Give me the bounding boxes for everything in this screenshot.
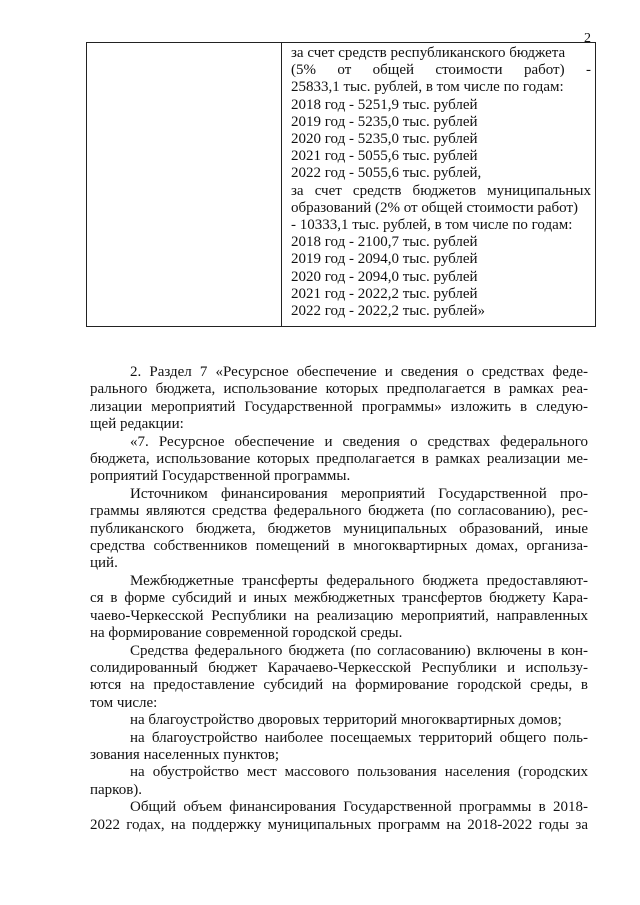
table-frame xyxy=(86,42,596,327)
cell-line: 2020 год - 2094,0 тыс. рублей xyxy=(291,268,478,285)
body-text xyxy=(90,364,588,834)
text-line: рального бюджета, использование которых предполагается в рамках реа- xyxy=(90,381,588,398)
text-line: средства собственников помещений в многоквартирных домах, организа- xyxy=(90,538,588,555)
text-line: парков). xyxy=(90,781,143,798)
text-line: на благоустройство дворовых территорий многоквартирных домов; xyxy=(130,712,562,729)
cell-line: 2018 год - 5251,9 тыс. рублей xyxy=(291,96,478,113)
cell-line: (5% от общей стоимости работ) - xyxy=(291,62,591,79)
cell-line: 25833,1 тыс. рублей, в том числе по годам: xyxy=(291,79,564,96)
text-line: ций. xyxy=(90,555,118,572)
text-line: «7. Ресурсное обеспечение и сведения о средствах федерального xyxy=(130,433,588,450)
cell-line: 2020 год - 5235,0 тыс. рублей xyxy=(291,131,478,148)
cell-line: 2022 год - 2022,2 тыс. рублей» xyxy=(291,303,486,320)
cell-line: образований (2% от общей стоимости работ) xyxy=(291,199,579,216)
text-line: лизации мероприятий Государственной программы» изложить в следую- xyxy=(90,398,588,415)
cell-line: за счет средств республиканского бюджета xyxy=(291,45,566,61)
cell-line: 2021 год - 5055,6 тыс. рублей xyxy=(291,148,478,165)
text-line: роприятий Государственной программы. xyxy=(90,468,351,485)
cell-line: 2022 год - 5055,6 тыс. рублей, xyxy=(291,165,482,182)
table-column-divider xyxy=(281,43,282,326)
text-line: на благоустройство наиболее посещаемых территорий общего поль- xyxy=(130,729,588,746)
page-number: 2 xyxy=(584,31,591,46)
text-line: том числе: xyxy=(90,694,158,711)
cell-line: 2021 год - 2022,2 тыс. рублей xyxy=(291,285,478,302)
text-line: Источником финансирования мероприятий Государственной про- xyxy=(130,485,588,502)
cell-line: 2019 год - 2094,0 тыс. рублей xyxy=(291,251,478,268)
text-line: Межбюджетные трансферты федерального бюджета предоставляют- xyxy=(130,572,588,589)
text-line: бюджета, использование которых предполагается в рамках реализации ме- xyxy=(90,451,588,468)
text-line: на обустройство мест массового пользования населения (городских xyxy=(130,764,588,781)
text-line: чаево-Черкесской Республики на реализацию мероприятий, направленных xyxy=(90,607,588,624)
cell-line: - 10333,1 тыс. рублей, в том числе по годам: xyxy=(291,217,573,234)
cell-line: 2018 год - 2100,7 тыс. рублей xyxy=(291,234,478,251)
text-line: Средства федерального бюджета (по согласованию) включены в кон- xyxy=(130,642,588,659)
text-line: солидированный бюджет Карачаево-Черкесской Республики и использу- xyxy=(90,659,588,676)
table-right-cell xyxy=(291,45,591,320)
text-line: 2. Раздел 7 «Ресурсное обеспечение и сведения о средствах феде- xyxy=(130,364,588,380)
cell-line: за счет средств бюджетов муниципальных xyxy=(291,182,591,199)
text-line: щей редакции: xyxy=(90,416,184,433)
text-line: 2022 годах, на поддержку муниципальных программ на 2018-2022 годы за xyxy=(90,816,588,833)
text-line: граммы являются средства федерального бюджета (по согласованию), рес- xyxy=(90,503,588,520)
text-line: зования населенных пунктов; xyxy=(90,746,280,763)
text-line: на формирование современной городской среды. xyxy=(90,625,403,642)
text-line: Общий объем финансирования Государственной программы в 2018- xyxy=(130,799,588,816)
text-line: ются на предоставление субсидий на формирование городской среды, в xyxy=(90,677,588,694)
cell-line: 2019 год - 5235,0 тыс. рублей xyxy=(291,113,478,130)
text-line: публиканского бюджета, бюджетов муниципальных образований, иные xyxy=(90,520,588,537)
text-line: ся в форме субсидий и иных межбюджетных трансфертов бюджету Кара- xyxy=(90,590,588,607)
